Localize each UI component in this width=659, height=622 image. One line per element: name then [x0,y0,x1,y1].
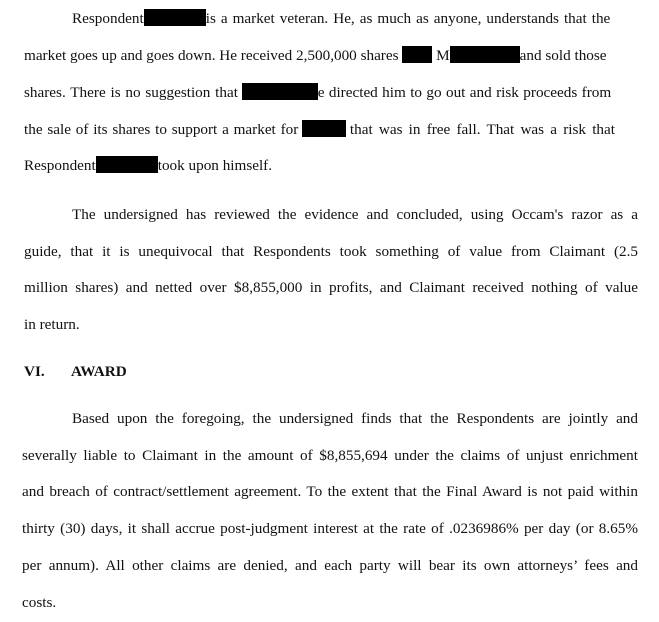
text: M [436,47,450,64]
paragraph-1-line-4 [24,120,638,140]
redaction-block [144,9,206,26]
section-heading [24,362,127,382]
text: the sale of its shares to support a market for [24,121,299,138]
paragraph-1-line-1 [72,9,638,29]
paragraph-3-line-6: costs. [22,594,57,611]
section-title: AWARD [71,363,127,380]
text: shares. There is no suggestion that [24,84,238,101]
paragraph-3-line-2: severally liable to Claimant in the amount of $8,855,694 under the claims of unjust enrichment [22,447,638,464]
text: market goes up and goes down. He received 2,500,000 shares [24,47,399,64]
paragraph-3-line-3: and breach of contract/settlement agreement. To the extent that the Final Award is not paid within [22,483,638,500]
redaction-block [302,120,346,137]
paragraph-2-line-3: million shares) and netted over $8,855,000 in profits, and Claimant received nothing of value [24,279,638,296]
paragraph-1-line-5 [24,156,638,176]
redaction-block [96,156,158,173]
redaction-block [242,83,318,100]
paragraph-1-line-2 [24,46,638,66]
paragraph-2-line-1: The undersigned has reviewed the evidence and concluded, using Occam's razor as a [72,206,638,223]
text: took upon himself. [157,157,273,174]
paragraph-3-line-5: per annum). All other claims are denied, and each party will bear its own attorneys’ fees and [22,557,638,574]
paragraph-2-line-2: guide, that it is unequivocal that Respondents took something of value from Claimant (2.5 [24,243,638,260]
paragraph-2-line-4: in return. [24,316,80,333]
text: Respondent [72,10,144,27]
text: e directed him to go out and risk proceeds from [317,84,612,101]
paragraph-3-line-4: thirty (30) days, it shall accrue post-judgment interest at the rate of .0236986% per day (or 8.65% [22,520,638,537]
section-number: VI. [24,363,45,380]
text: that was in free fall. That was a risk that [349,121,615,138]
paragraph-1-line-3 [24,83,638,103]
redaction-block [402,46,432,63]
text: Respondent [24,157,96,174]
paragraph-3-line-1: Based upon the foregoing, the undersigned finds that the Respondents are jointly and [72,410,638,427]
redaction-block [450,46,520,63]
text: is a market veteran. He, as much as anyone, understands that the [205,10,611,27]
text: and sold those [519,47,607,64]
